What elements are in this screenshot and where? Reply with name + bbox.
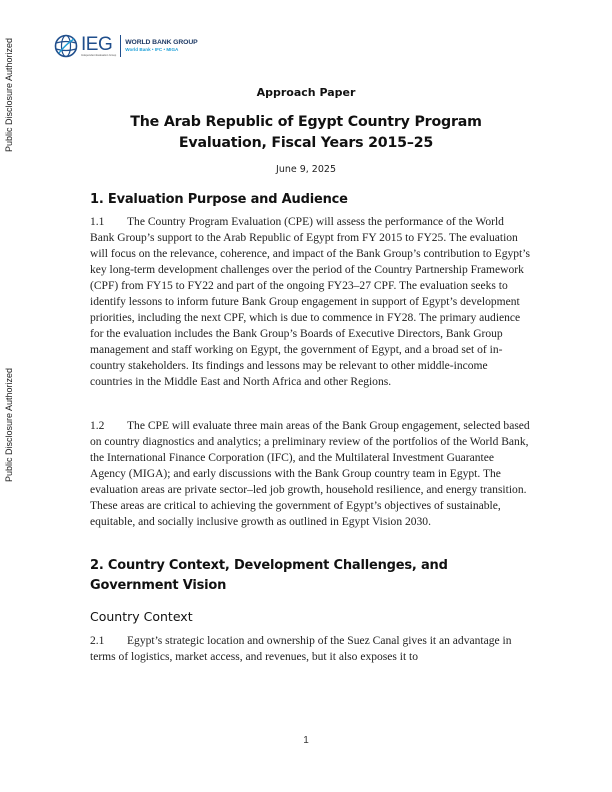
ieg-subtitle: Independent Evaluation Group — [81, 54, 117, 57]
section-heading: 2. Country Context, Development Challenges, and Government Vision — [90, 558, 448, 593]
globe-icon — [54, 34, 78, 58]
ieg-wbg-logo — [54, 34, 198, 58]
paragraph — [90, 214, 530, 390]
subsection-heading: Country Context — [90, 609, 193, 624]
ieg-wordmark: IEG — [81, 34, 113, 55]
paragraph-text: The CPE will evaluate three main areas of the Bank Group engagement, selected based on country diagnostics and analytics; a preliminary review of the portfolios of the World Bank, the International Finance Corporation (IFC), and the Multilateral Investment Guarantee Agency (MIGA); and early discussions with the Bank Group country team in Egypt. The evaluation areas are private sector–led job growth, household resilience, and energy transition. These areas are critical to achieving the government of Egypt’s objectives of sustainable, equitable, and socially inclusive growth as outlined in Egypt Vision 2030. — [90, 420, 530, 528]
paragraph-text: The Country Program Evaluation (CPE) will assess the performance of the World Bank Group’s support to the Arab Republic of Egypt from FY 2015 to FY25. The evaluation will focus on the relevance, coherence, and impact of the Bank Group’s contribution to Egypt’s key long-term development challenges over the period of the Country Partnership Framework (CPF) from FY15 to FY22 and part of the ongoing FY23–27 CPF. The evaluation seeks to identify lessons to inform future Bank Group engagement in support of Egypt’s development priorities, including the next CPF, which is due to commence in FY28. The primary audience for the evaluation includes the Bank Group’s Boards of Executive Directors, Bank Group management and staff working on Egypt, the government of Egypt, and a broad set of in-country stakeholders. Its findings and lessons may be relevant to other middle-income countries in the Middle East and North Africa and other Regions. — [90, 216, 530, 388]
wbg-wordmark: WORLD BANK GROUP — [125, 39, 198, 46]
page-number: 1 — [303, 735, 309, 746]
paragraph — [90, 633, 530, 665]
paragraph-number: 1.2 — [90, 420, 105, 432]
section-heading: 1. Evaluation Purpose and Audience — [90, 192, 348, 207]
disclosure-stamp-middle: Public Disclosure Authorized — [4, 367, 14, 482]
document-title: The Arab Republic of Egypt Country Program Evaluation, Fiscal Years 2015–25 — [130, 114, 482, 151]
logo-divider — [120, 35, 121, 57]
disclosure-stamp-top: Public Disclosure Authorized — [4, 37, 14, 152]
paragraph-text: Egypt’s strategic location and ownership of the Suez Canal gives it an advantage in terms of logistics, market access, and revenues, but it also exposes it to — [90, 635, 512, 663]
wbg-subtitle: World Bank • IFC • MIGA — [125, 47, 179, 52]
document-kicker: Approach Paper — [256, 86, 356, 99]
paragraph-number: 2.1 — [90, 635, 105, 647]
paragraph-number: 1.1 — [90, 216, 105, 228]
paragraph — [90, 418, 530, 530]
document-date: June 9, 2025 — [276, 164, 336, 175]
